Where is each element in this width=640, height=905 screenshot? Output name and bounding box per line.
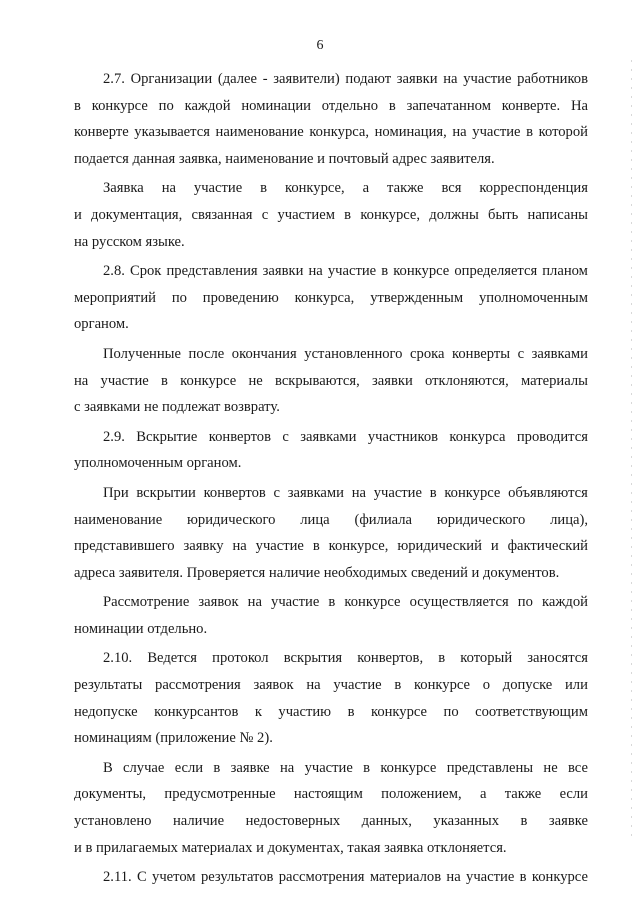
word: а xyxy=(362,180,370,197)
word: в xyxy=(260,180,268,197)
word: конкурсе xyxy=(91,97,148,114)
word: по xyxy=(517,594,533,611)
text-line xyxy=(74,258,588,285)
word: заявками xyxy=(531,345,588,362)
word: наличие xyxy=(172,813,225,830)
word: указывается xyxy=(134,124,210,141)
word: написаны xyxy=(527,206,588,223)
word: подают xyxy=(345,71,392,87)
word: на xyxy=(306,677,321,694)
word: по xyxy=(443,703,459,720)
word: недостоверных xyxy=(245,813,341,830)
word: конкурсе, xyxy=(328,538,389,555)
word: - xyxy=(262,71,268,87)
word: заявке xyxy=(548,813,588,830)
text-line xyxy=(74,672,588,699)
word: 2.9. xyxy=(103,428,125,445)
text-line xyxy=(74,202,588,229)
text-line xyxy=(74,119,588,146)
text-line xyxy=(74,589,588,616)
word: в xyxy=(363,759,371,776)
word: конкурсе xyxy=(180,372,237,389)
word: планом xyxy=(542,263,588,280)
word: юридического xyxy=(436,511,526,528)
text-line: подается данная заявка, наименование и почтовый адрес заявителя. xyxy=(74,150,495,167)
word: заявки xyxy=(372,372,413,389)
word: участие xyxy=(271,594,320,611)
word: документы, xyxy=(74,786,147,803)
paragraph-p2-8 xyxy=(74,258,588,338)
word: заявки xyxy=(262,263,304,280)
word: конкурса xyxy=(449,428,506,445)
text-line: адреса заявителя. Проверяется наличие необходимых сведений и документов. xyxy=(74,564,560,581)
word: С xyxy=(136,869,147,886)
text-line xyxy=(74,368,588,395)
word: конкурсе xyxy=(393,263,450,280)
word: данных, xyxy=(361,813,412,830)
word: наименование xyxy=(215,124,304,141)
word: и xyxy=(490,538,499,555)
text-line xyxy=(74,507,588,534)
paragraph-p2-9c xyxy=(74,589,588,642)
word: конкурсантов xyxy=(154,703,239,720)
word: на xyxy=(74,372,89,389)
word: участие xyxy=(333,677,382,694)
word: также xyxy=(504,786,542,803)
scan-edge-artifact xyxy=(631,60,632,840)
text-line: и в прилагаемых материалах и документах, такая заявка отклоняется. xyxy=(74,839,507,856)
word: в xyxy=(347,703,355,720)
text-line xyxy=(74,93,588,120)
word: номинация, xyxy=(374,124,447,141)
word: который xyxy=(460,650,513,667)
paragraph-p2-7b xyxy=(74,175,588,255)
word: в xyxy=(161,372,168,389)
word: участие xyxy=(100,372,149,389)
word: конкурсе xyxy=(444,484,501,501)
paragraph-p2-10b xyxy=(74,755,588,861)
word: предусмотренные xyxy=(164,786,276,803)
word: по xyxy=(158,97,174,114)
word: юридический xyxy=(397,538,482,555)
word: участием xyxy=(277,206,335,223)
word: определяется xyxy=(454,263,538,280)
word: в xyxy=(312,538,320,555)
word: участие xyxy=(193,180,243,197)
text-line xyxy=(74,480,588,507)
word: лица xyxy=(300,511,330,528)
word: конкурсе xyxy=(344,594,401,611)
word: случае xyxy=(123,759,165,776)
paragraph-p2-10 xyxy=(74,645,588,751)
text-line xyxy=(74,645,588,672)
word: на xyxy=(308,263,323,280)
text-line: номинациям (приложение № 2). xyxy=(74,730,273,747)
word: в xyxy=(344,206,352,223)
word: конкурсе xyxy=(413,677,471,694)
word: конверте. xyxy=(501,97,561,114)
word: по xyxy=(171,289,187,306)
document-body xyxy=(74,66,588,894)
text-line xyxy=(74,341,588,368)
paragraph-p2-8b xyxy=(74,341,588,421)
word: конверте xyxy=(74,124,129,141)
word: участие xyxy=(255,538,304,555)
word: конвертов, xyxy=(357,650,424,667)
word: в xyxy=(381,263,389,280)
word: конкурсе, xyxy=(284,180,345,197)
word: участие xyxy=(327,263,377,280)
word: в xyxy=(394,677,402,694)
word: каждой xyxy=(541,594,588,611)
word: в xyxy=(429,484,437,501)
text-line xyxy=(74,175,588,202)
word: заявками xyxy=(287,484,344,501)
text-line: на русском языке. xyxy=(74,233,185,250)
word: юридического xyxy=(187,511,276,528)
text-line: органом. xyxy=(74,316,129,333)
word: 2.11. xyxy=(103,869,132,886)
word: после xyxy=(188,345,225,362)
word: В xyxy=(103,759,113,776)
word: с xyxy=(517,345,525,362)
word: учетом xyxy=(152,869,196,886)
word: установлено xyxy=(74,813,152,830)
word: в xyxy=(213,759,221,776)
word: Полученные xyxy=(103,345,181,362)
word: результатов xyxy=(200,869,274,886)
word: установленного xyxy=(304,345,403,362)
word: конверты xyxy=(452,345,511,362)
word: заявители) xyxy=(273,71,340,87)
word: заявками xyxy=(300,428,357,445)
word: с xyxy=(261,206,269,223)
word: рассмотрения xyxy=(278,869,365,886)
text-line: уполномоченным органом. xyxy=(74,455,242,472)
word: в xyxy=(74,97,81,114)
paragraph-p2-9 xyxy=(74,424,588,477)
word: 2.8. xyxy=(103,263,125,280)
word: на xyxy=(452,124,467,141)
word: не xyxy=(248,372,263,389)
word: работников xyxy=(517,71,588,87)
word: в xyxy=(520,813,528,830)
word: срока xyxy=(410,345,445,362)
word: представления xyxy=(166,263,258,280)
word: материалов xyxy=(369,869,442,886)
word: на xyxy=(351,484,366,501)
word: Срок xyxy=(129,263,162,280)
word: или xyxy=(565,677,588,694)
word: конкурсе, xyxy=(360,206,421,223)
word: на xyxy=(161,180,176,197)
paragraph-p2-9b xyxy=(74,480,588,586)
word: отдельно xyxy=(321,97,379,114)
word: представившего xyxy=(74,538,175,555)
word: осуществляется xyxy=(409,594,509,611)
word: заносятся xyxy=(527,650,588,667)
word: Организации xyxy=(130,71,213,87)
word: На xyxy=(570,97,588,114)
word: на xyxy=(232,538,247,555)
word: и xyxy=(74,206,82,223)
text-line: номинации отдельно. xyxy=(74,620,208,637)
word: участию xyxy=(278,703,332,720)
word: указанных xyxy=(433,813,500,830)
word: на xyxy=(247,594,262,611)
word: участников xyxy=(367,428,439,445)
word: номинации xyxy=(241,97,311,114)
word: Заявка xyxy=(103,180,144,197)
word: Рассмотрение xyxy=(103,594,190,611)
word: наименование xyxy=(74,511,163,528)
word: с xyxy=(273,484,280,501)
word: материалы xyxy=(521,372,588,389)
word: настоящим xyxy=(293,786,363,803)
word: в xyxy=(519,869,527,886)
word: заявке xyxy=(230,759,270,776)
word: (далее xyxy=(217,71,257,87)
word: участие xyxy=(463,71,512,87)
word: на xyxy=(279,759,295,776)
word: связанная xyxy=(191,206,253,223)
word: корреспонденция xyxy=(479,180,588,197)
word: уполномоченным xyxy=(478,289,588,306)
page-number: 6 xyxy=(316,38,324,53)
word: документация, xyxy=(91,206,183,223)
word: 2.10. xyxy=(103,650,133,667)
word: в xyxy=(328,594,336,611)
word: 2.7. xyxy=(103,71,125,87)
word: вскрытии xyxy=(136,484,196,501)
text-line xyxy=(74,755,588,782)
word: к xyxy=(254,703,262,720)
word: При xyxy=(103,484,129,501)
word: должны xyxy=(429,206,479,223)
word: (филиала xyxy=(354,511,413,528)
word: проводится xyxy=(516,428,588,445)
word: которой xyxy=(538,124,588,141)
word: участие xyxy=(466,869,515,886)
word: заявки xyxy=(396,71,438,87)
word: о xyxy=(482,677,491,694)
word: вся xyxy=(441,180,462,197)
word: конкурсе xyxy=(531,869,588,886)
text-line xyxy=(74,808,588,835)
word: конвертов xyxy=(203,484,266,501)
word: заявок xyxy=(198,594,239,611)
word: результаты xyxy=(74,677,143,694)
word: быть xyxy=(488,206,519,223)
word: в xyxy=(526,124,534,141)
word: участие xyxy=(373,484,422,501)
word: в xyxy=(438,650,446,667)
word: а xyxy=(479,786,487,803)
word: все xyxy=(568,759,588,776)
word: также xyxy=(387,180,424,197)
word: конкурсе xyxy=(380,759,437,776)
word: утвержденным xyxy=(370,289,464,306)
word: рассмотрения xyxy=(155,677,241,694)
word: допуске xyxy=(502,677,553,694)
word: Вскрытие xyxy=(136,428,198,445)
text-line xyxy=(74,781,588,808)
word: фактический xyxy=(507,538,588,555)
word: участие xyxy=(304,759,353,776)
word: представлены xyxy=(446,759,534,776)
word: отклоняются, xyxy=(425,372,509,389)
word: конвертов xyxy=(208,428,271,445)
text-line xyxy=(74,285,588,312)
text-line xyxy=(74,424,588,451)
word: каждой xyxy=(184,97,231,114)
word: Ведется xyxy=(147,650,197,667)
word: в xyxy=(388,97,396,114)
word: конкурса, xyxy=(309,124,370,141)
word: заявку xyxy=(183,538,224,555)
word: заявок xyxy=(253,677,294,694)
word: проведению xyxy=(202,289,279,306)
word: вскрытия xyxy=(283,650,343,667)
word: вскрываются, xyxy=(275,372,360,389)
word: если xyxy=(174,759,204,776)
word: с xyxy=(282,428,289,445)
text-line xyxy=(74,864,588,891)
word: мероприятий xyxy=(74,289,156,306)
paragraph-p2-7 xyxy=(74,66,588,172)
text-line xyxy=(74,66,588,93)
word: недопуске xyxy=(74,703,138,720)
word: конкурсе xyxy=(370,703,428,720)
word: если xyxy=(559,786,588,803)
word: соответствующим xyxy=(475,703,588,720)
word: положением, xyxy=(381,786,462,803)
word: запечатанном xyxy=(406,97,491,114)
paragraph-gap xyxy=(74,891,588,894)
word: лица), xyxy=(550,511,588,528)
text-line: с заявками не подлежат возврату. xyxy=(74,399,280,416)
word: не xyxy=(543,759,558,776)
paragraph-p2-11 xyxy=(74,864,588,891)
word: протокол xyxy=(212,650,269,667)
word: объявляются xyxy=(508,484,588,501)
word: на xyxy=(443,71,458,87)
word: на xyxy=(446,869,461,886)
word: конкурса, xyxy=(294,289,355,306)
word: участие xyxy=(472,124,521,141)
text-line xyxy=(74,699,588,726)
text-line xyxy=(74,533,588,560)
word: окончания xyxy=(231,345,297,362)
